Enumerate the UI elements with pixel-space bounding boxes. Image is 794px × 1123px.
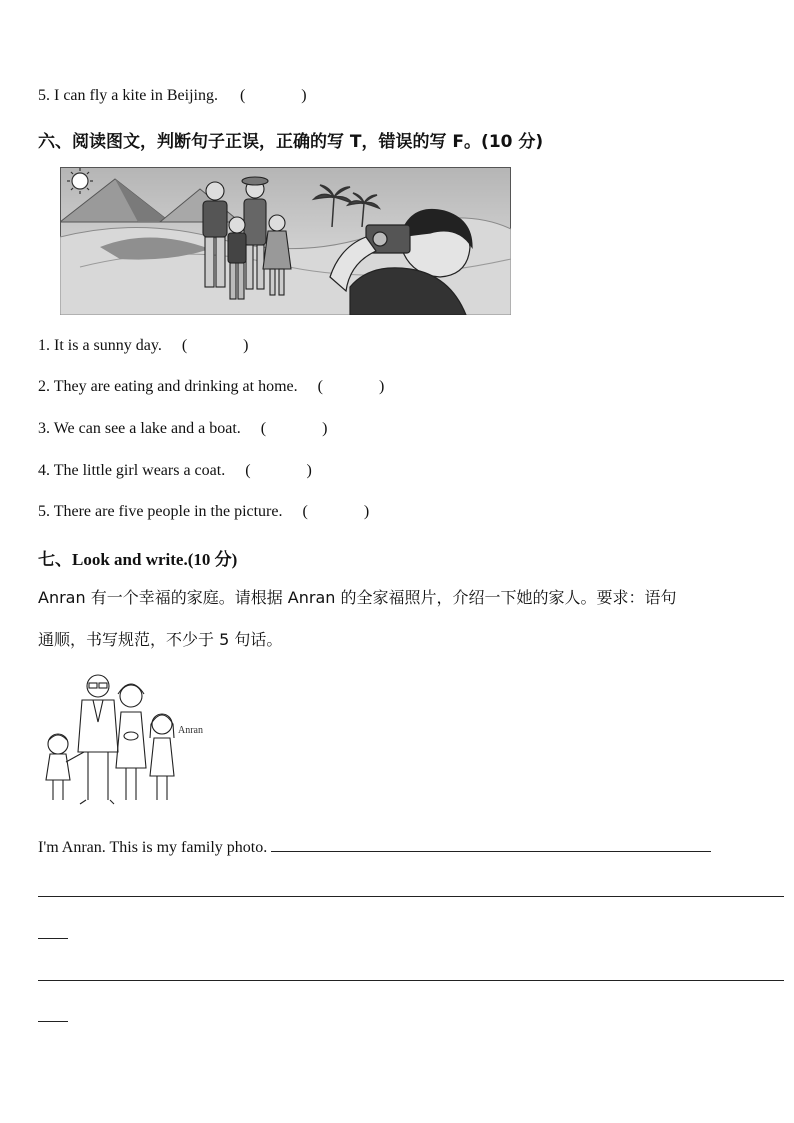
family-photo-image bbox=[38, 672, 218, 810]
writing-blank-1[interactable] bbox=[271, 837, 711, 852]
answer-paren-close: ) bbox=[306, 462, 312, 479]
item-1-text: 1. It is a sunny day. bbox=[38, 337, 162, 354]
section-6-item-5 bbox=[38, 503, 369, 521]
photo-label-anran: Anran bbox=[178, 725, 203, 736]
answer-paren-open: ( bbox=[181, 337, 188, 354]
writing-starter-text: I'm Anran. This is my family photo. bbox=[38, 839, 268, 856]
writing-line-3-tail[interactable] bbox=[38, 1021, 68, 1022]
answer-paren-open: ( bbox=[260, 420, 267, 437]
answer-paren-close: ) bbox=[301, 87, 307, 104]
desert-scene-image bbox=[60, 167, 511, 315]
answer-paren-open: ( bbox=[245, 462, 251, 479]
answer-paren-open: ( bbox=[302, 503, 308, 520]
answer-paren-close: ) bbox=[243, 337, 249, 354]
section-7-instructions-2: 通顺，书写规范，不少于 5 句话。 bbox=[38, 630, 283, 649]
item-3-text: 3. We can see a lake and a boat. bbox=[38, 420, 241, 437]
item-2-text: 2. They are eating and drinking at home. bbox=[38, 378, 298, 395]
writing-line-3[interactable] bbox=[38, 980, 784, 981]
item-4-text: 4. The little girl wears a coat. bbox=[38, 462, 226, 479]
section-6-item-2 bbox=[38, 378, 384, 396]
answer-paren-open: ( bbox=[317, 378, 323, 395]
answer-paren-close: ) bbox=[378, 378, 385, 395]
section-6-item-3 bbox=[38, 420, 327, 438]
section-6-item-1 bbox=[38, 337, 249, 355]
writing-line-2[interactable] bbox=[38, 896, 784, 897]
section-6-title: 六、阅读图文，判断句子正误，正确的写 T，错误的写 F。(10 分) bbox=[38, 132, 544, 152]
item-5-text: 5. There are five people in the picture. bbox=[38, 503, 283, 520]
answer-paren-close: ) bbox=[322, 420, 328, 437]
answer-paren-close: ) bbox=[363, 503, 370, 520]
prev-item-5 bbox=[38, 87, 307, 105]
section-7-instructions-1: Anran 有一个幸福的家庭。请根据 Anran 的全家福照片，介绍一下她的家人。要求：语句 bbox=[38, 588, 677, 607]
prev-item-5-text: 5. I can fly a kite in Beijing. bbox=[38, 87, 218, 104]
section-6-item-4 bbox=[38, 462, 312, 480]
writing-starter-line bbox=[38, 837, 711, 857]
section-7-title: 七、Look and write.(10 分) bbox=[38, 550, 238, 569]
writing-line-2-tail[interactable] bbox=[38, 938, 68, 939]
answer-paren-open: ( bbox=[239, 87, 246, 104]
